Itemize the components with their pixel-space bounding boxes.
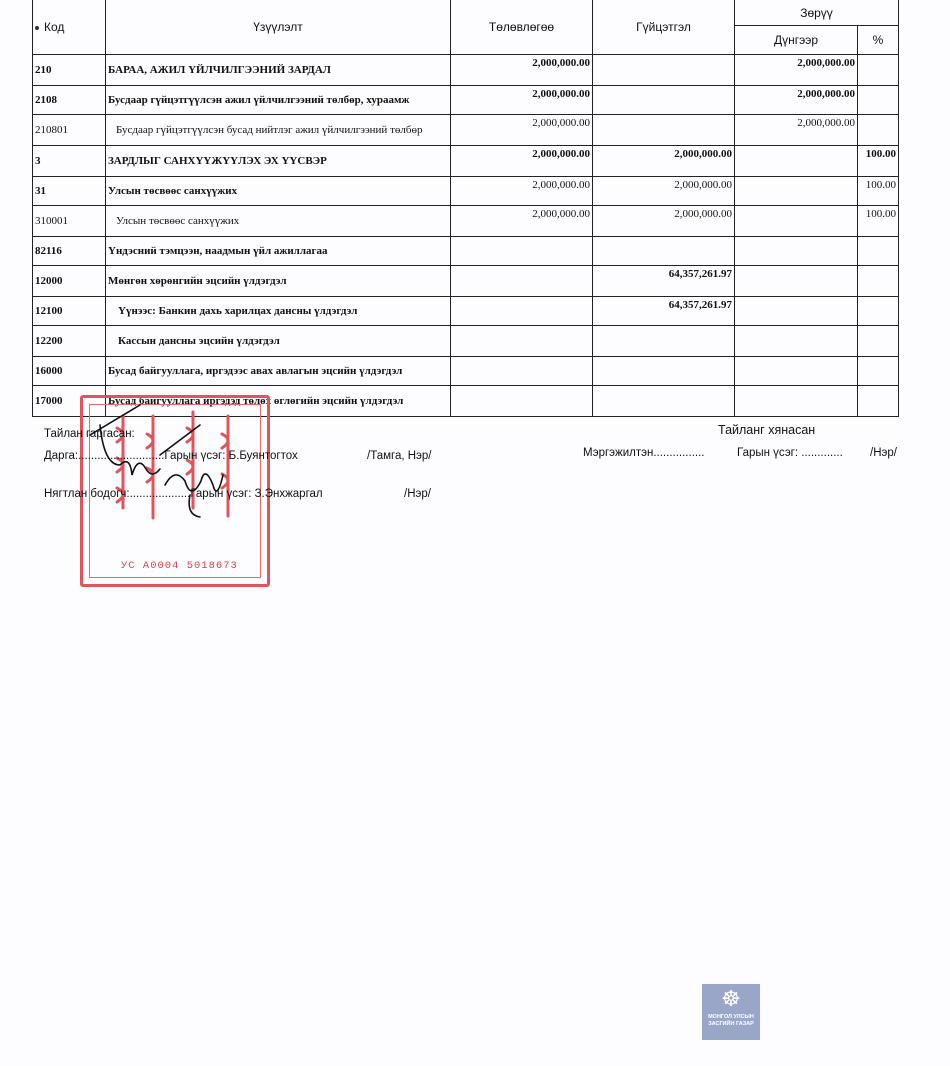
header-indicator: Үзүүлэлт: [106, 0, 451, 55]
signature-strokes-icon: [70, 395, 270, 535]
table-row: 210801 Бусдаар гүйцэтгүүлсэн бусад нийтлэг ажил үйлчилгээний төлбөр 2,000,000.00 2,000,000.00: [33, 115, 899, 146]
table-row: 12100 Үүнээс: Банкин дахь харилцах дансны үлдэгдэл 64,357,261.97: [33, 297, 899, 326]
government-logo: [702, 984, 760, 1040]
specialist-note: /Нэр/: [870, 447, 897, 459]
soyombo-icon: ☸: [721, 986, 741, 1011]
table-row: 12000 Мөнгөн хөрөнгийн эцсийн үлдэгдэл 64,357,261.97: [33, 266, 899, 297]
bullet-icon: [35, 26, 39, 30]
director-signature-line: Дарга:...........................Гарын үсэг: Б.Буянтогтох: [44, 450, 298, 462]
budget-table: [32, 0, 899, 417]
table-row: 12200 Кассын дансны эцсийн үлдэгдэл: [33, 326, 899, 357]
header-difference: Зөрүү: [735, 0, 899, 26]
header-row-1: [33, 0, 899, 26]
table-row: 17000 Бусад байгууллага иргэдэд төлөх өглөгийн эцсийн үлдэгдэл: [33, 386, 899, 417]
reviewed-by-label: Тайланг хянасан: [718, 423, 816, 437]
logo-text-1: МОНГОЛ УЛСЫН: [708, 1014, 754, 1020]
header-plan: Төлөвлөгөө: [451, 0, 593, 55]
header-diff-amount: Дүнгээр: [735, 26, 858, 55]
table-row: 3 ЗАРДЛЫГ САНХҮҮЖҮҮЛЭХ ЭХ ҮҮСВЭР 2,000,000.00 2,000,000.00 100.00: [33, 146, 899, 177]
table-row: 2108 Бусдаар гүйцэтгүүлсэн ажил үйлчилгээний төлбөр, хураамж 2,000,000.00 2,000,000.00: [33, 86, 899, 115]
table-row: 210 БАРАА, АЖИЛ ҮЙЛЧИЛГЭЭНИЙ ЗАРДАЛ 2,000,000.00 2,000,000.00: [33, 55, 899, 86]
table-row: 82116 Үндэсний тэмцээн, наадмын үйл ажиллагаа: [33, 237, 899, 266]
accountant-note: /Нэр/: [404, 488, 431, 500]
specialist-line: Мэргэжилтэн................: [583, 447, 705, 459]
accountant-signature-line: Нягтлан бодогч:...................Гарын үсэг: З.Энхжаргал: [44, 488, 323, 500]
director-note: /Тамга, Нэр/: [367, 450, 432, 462]
prepared-by-label: Тайлан гаргасан:: [44, 428, 135, 440]
specialist-sign: Гарын үсэг: .............: [737, 447, 843, 459]
header-diff-percent: %: [858, 26, 899, 55]
header-actual: Гүйцэтгэл: [593, 0, 735, 55]
table-row: 16000 Бусад байгууллага, иргэдээс авах авлагын эцсийн үлдэгдэл: [33, 357, 899, 386]
stamp-number: УС А0004 5018673: [121, 560, 238, 572]
table-row: 31 Улсын төсвөөс санхүүжих 2,000,000.00 2,000,000.00 100.00: [33, 177, 899, 206]
table-row: 310001 Улсын төсвөөс санхүүжих 2,000,000.00 2,000,000.00 100.00: [33, 206, 899, 237]
logo-text-2: ЗАСГИЙН ГАЗАР: [708, 1021, 754, 1027]
header-code: Код: [33, 0, 106, 55]
